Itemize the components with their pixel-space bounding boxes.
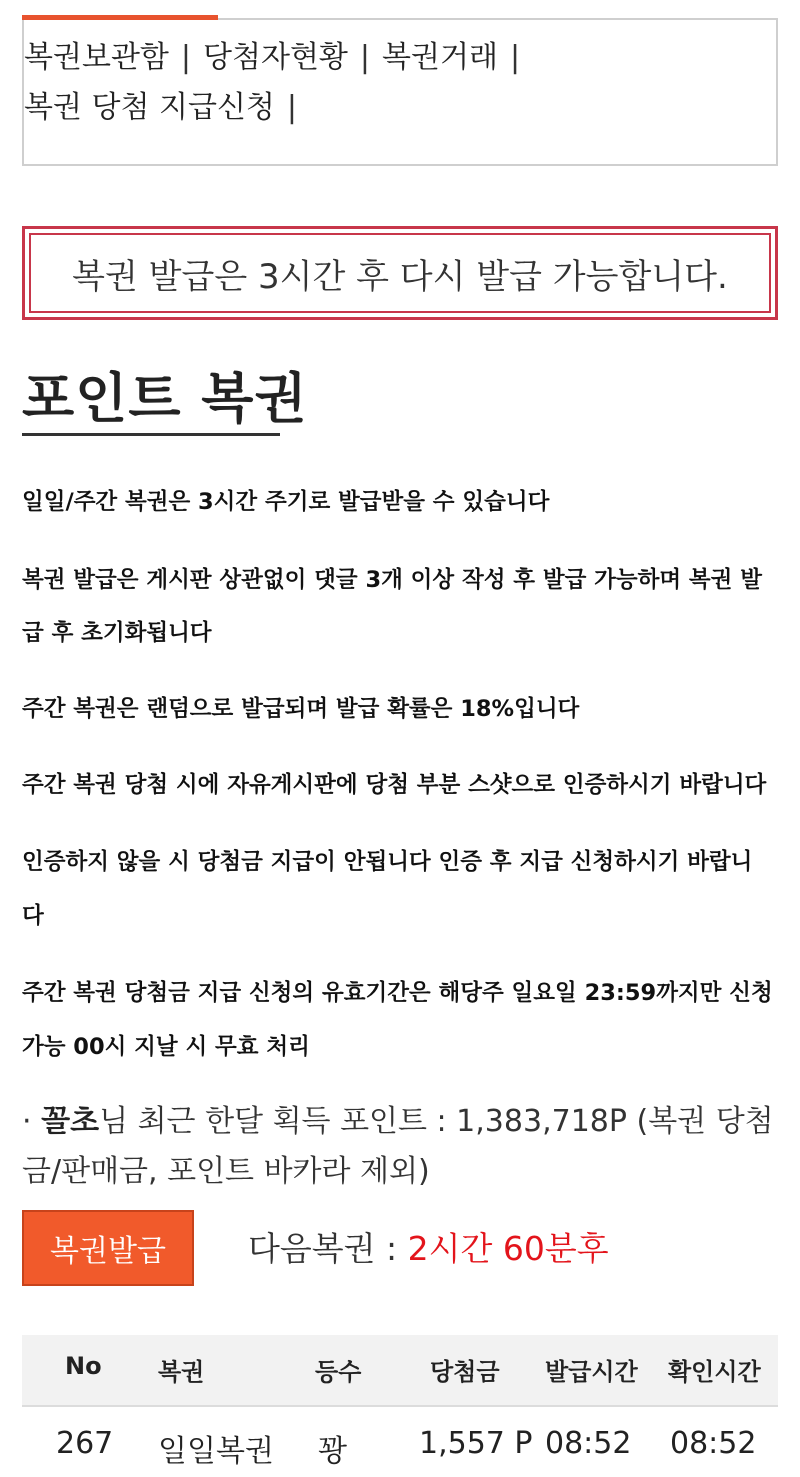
nav-link-storage[interactable]: 복권보관함 [24,40,169,75]
nav-row-1 [24,32,532,76]
rule-item: 복권 발급은 게시판 상관없이 댓글 3개 이상 작성 후 발급 가능하며 복권 발 [22,567,762,593]
points-summary: 님 최근 한달 획득 포인트 : 1,383,718P (복권 당첨 [99,1104,774,1139]
nav-link-payout-request[interactable]: 복권 당첨 지급신청 [24,90,275,125]
rule-item: 주간 복권 당첨 시에 자유게시판에 당첨 부분 스샷으로 인증하시기 바랍니다 [22,772,767,798]
issue-lottery-button[interactable]: 복권발급 [22,1210,194,1286]
bullet: · [22,1104,32,1139]
nav-link-winners[interactable]: 당첨자현황 [203,40,348,75]
points-info-line-1 [22,1096,774,1140]
cell-no: 267 [56,1426,114,1461]
nav-separator: | [286,90,298,125]
next-lottery-label: 다음복권 : [248,1229,408,1268]
column-header-check-time: 확인시간 [668,1358,761,1386]
nav-separator: | [180,40,192,75]
nav-link-trade[interactable]: 복권거래 [382,40,498,75]
column-header-issue-time: 발급시간 [545,1358,638,1386]
rule-item: 주간 복권 당첨금 지급 신청의 유효기간은 해당주 일요일 23:59까지만 신청 [22,980,773,1006]
points-info-line-2: 금/판매금, 포인트 바카라 제외) [22,1154,430,1189]
issue-notice-text: 복권 발급은 3시간 후 다시 발급 가능합니다. [29,233,771,313]
page-title: 포인트 복권 [22,367,308,430]
next-lottery [248,1223,609,1270]
rule-item: 다 [22,903,44,929]
rule-item: 인증하지 않을 시 당첨금 지급이 안됩니다 인증 후 지급 신청하시기 바랍니 [22,849,753,875]
column-header-lottery: 복권 [158,1358,205,1386]
cell-lottery: 일일복권 [158,1434,274,1469]
nav-separator: | [509,40,521,75]
nav-separator: | [359,40,371,75]
cell-issue-time: 08:52 [545,1426,632,1461]
cell-check-time: 08:52 [670,1426,757,1461]
cell-rank: 꽝 [318,1434,347,1469]
issue-notice [22,226,778,320]
column-header-no: No [65,1352,102,1380]
rule-item: 주간 복권은 랜덤으로 발급되며 발급 확률은 18%입니다 [22,696,580,722]
lottery-table-header [22,1335,778,1407]
next-lottery-time: 2시간 60분후 [407,1229,609,1268]
nav-row-2 [24,82,309,126]
cell-prize: 1,557 P [419,1426,533,1461]
rule-item: 급 후 초기화됩니다 [22,620,212,646]
rule-item: 가능 00시 지날 시 무효 처리 [22,1034,310,1060]
column-header-rank: 등수 [315,1358,362,1386]
title-underline [22,433,280,436]
rule-item: 일일/주간 복권은 3시간 주기로 발급받을 수 있습니다 [22,489,550,515]
username: 꼴초 [41,1104,100,1139]
column-header-prize: 당첨금 [430,1358,500,1386]
nav-accent-bar [22,15,218,20]
